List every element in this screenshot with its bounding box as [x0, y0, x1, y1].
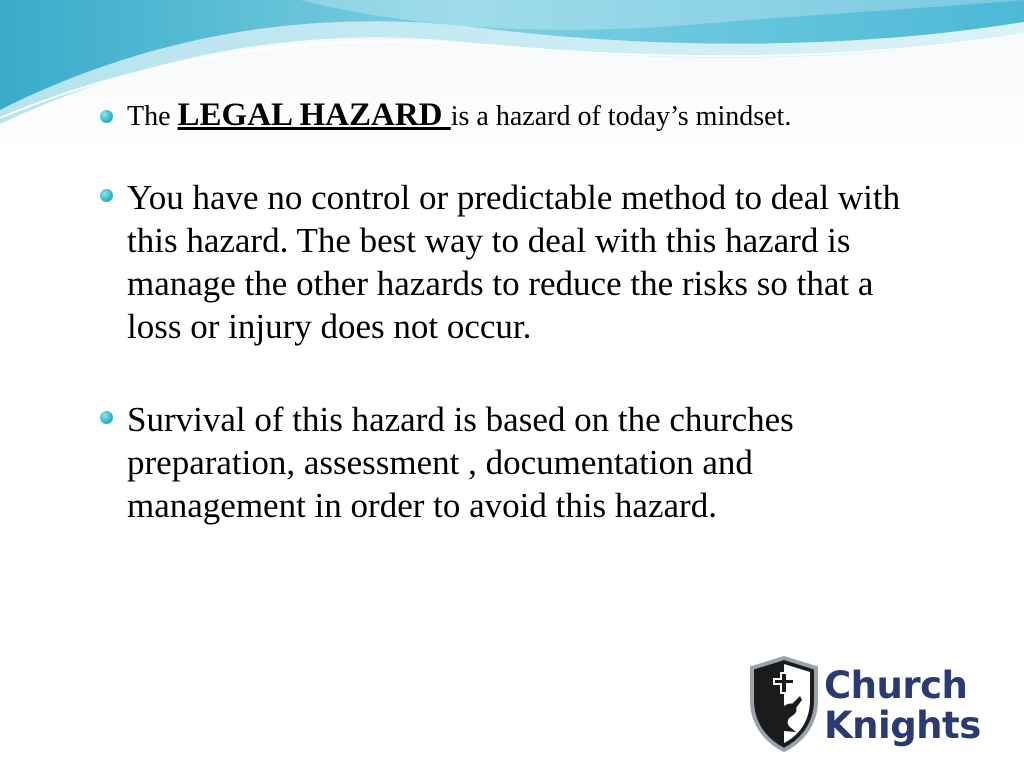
logo-line-church: Church — [824, 664, 968, 707]
bullet-prefix: The — [127, 101, 178, 132]
bullet-item-control — [100, 176, 930, 348]
bullet-icon — [100, 110, 113, 123]
church-knights-logo — [748, 656, 981, 752]
bullet-icon — [100, 411, 113, 424]
bullet-suffix: is a hazard of today’s mindset. — [450, 101, 792, 132]
bullet-item-survival — [100, 398, 930, 527]
logo-line-knights: Knights — [824, 704, 981, 747]
bullet-item-legal-hazard — [100, 98, 930, 134]
bullet-text: Survival of this hazard is based on the churches preparation, assessment , documentation and management in order to avoid this hazard. — [127, 400, 794, 525]
bullet-list — [100, 98, 930, 527]
shield-cross-knight-icon — [748, 656, 820, 752]
bullet-icon — [100, 189, 113, 202]
logo-wordmark — [824, 664, 981, 747]
legal-hazard-emphasis: LEGAL HAZARD — [177, 97, 451, 133]
bullet-text: You have no control or predictable method to deal with this hazard. The best way to deal with this hazard is manage the other hazards to reduce the risks so that a loss or injury does not occur. — [127, 178, 901, 346]
